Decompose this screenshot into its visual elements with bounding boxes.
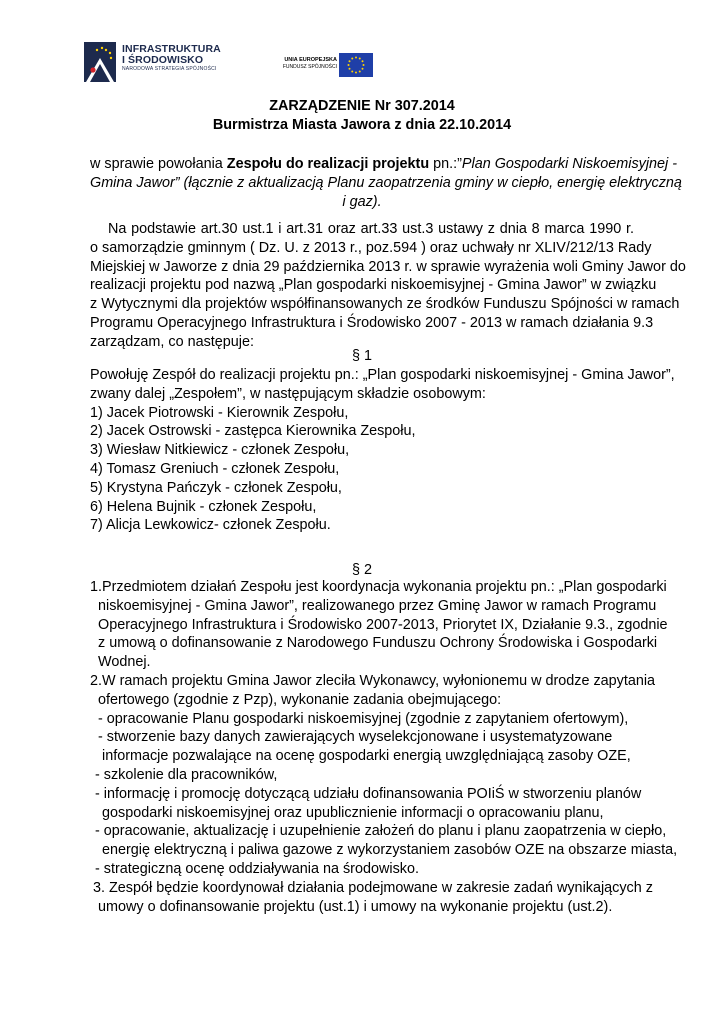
section1-intro-line: Powołuję Zespół do realizacji projektu pn.: „Plan gospodarki niskoemisyjnej - Gmina Jawor”, [90,367,675,383]
eu-star-icon [362,60,364,62]
eu-star-icon [359,58,361,60]
document-title: ZARZĄDZENIE Nr 307.2014 [269,98,455,114]
section1-intro-line: zwany dalej „Zespołem”, w następującym składzie osobowym: [90,385,486,402]
eu-logo-text [267,57,337,70]
section1-heading: § 1 [351,348,372,364]
point3-line: 3. Zespół będzie koordynował działania podejmowane w zakresie zadań wynikających z [93,879,653,896]
point2-line: energię elektryczną i paliwa gazowe z wykorzystaniem zasobów OZE na obszarze miasta, [102,842,678,859]
point2-line: informacje pozwalające na ocenę gospodarki energią uwzględniającą zasoby OZE, [102,748,631,765]
subject-line: Gmina Jawor” (łącznie z aktualizacją Planu zaopatrzenia gminy w ciepło, energię elektryczną [90,175,682,191]
point2-bullet: - informację i promocję dotyczącą udziału dofinansowania POIiŚ w stworzeniu planów [95,785,642,802]
point2-bullet: - opracowanie, aktualizację i uzupełnienie założeń do planu i planu zaopatrzenia w ciepło, [95,823,667,840]
eu-logo-line2: FUNDUSZ SPÓJNOŚCI [282,64,337,70]
section1-body [90,366,675,535]
eu-star-icon [355,72,357,74]
point2-bullet: - szkolenie dla pracowników, [95,766,278,783]
section2-body [90,578,678,916]
point2-line: gospodarki niskoemisyjnej oraz upublicznienie informacji o opracowaniu planu, [102,804,604,821]
preamble-line: Programu Operacyjnego Infrastruktura i Środowisko 2007 - 2013 w ramach działania 9.3 [90,314,654,331]
member-list-item: 5) Krystyna Pańczyk - członek Zespołu, [90,479,342,496]
member-list-item: 1) Jacek Piotrowski - Kierownik Zespołu, [90,404,349,421]
eu-star-icon [349,68,351,70]
section2-heading: § 2 [351,562,372,578]
preamble-line: realizacji projektu pod nazwą „Plan gospodarki niskoemisyjnej - Gmina Jawor” w związku [90,277,657,294]
member-list-item: 2) Jacek Ostrowski - zastępca Kierownika Zespołu, [90,423,416,440]
eu-star-icon [359,71,361,73]
preamble-line: Na podstawie art.30 ust.1 i art.31 oraz art.33 ust.3 ustawy z dnia 8 marca 1990 r. [108,221,634,237]
eu-star-icon [351,58,353,60]
subject-line: i gaz). [342,194,382,210]
point2-bullet: - stworzenie bazy danych zawierających wyselekcjonowane i usystematyzowane [98,729,613,746]
header-logos [84,42,374,86]
fe-logo-line2: I ŚRODOWISKO [122,54,204,66]
subject-line: w sprawie powołania Zespołu do realizacji projektu pn.:”Plan Gospodarki Niskoemisyjnej - [90,156,678,172]
eu-star-icon [351,71,353,73]
eu-star-icon [362,68,364,70]
point2-line: 2.W ramach projektu Gmina Jawor zleciła Wykonawcy, wyłonionemu w drodze zapytania [90,672,656,689]
eu-star-icon [349,60,351,62]
eu-star-icon [363,64,365,66]
preamble-line: z Wytycznymi dla projektów współfinansowanych ze środków Funduszu Spójności w ramach [90,296,680,313]
preamble-line: Miejskiej w Jaworze z dnia 29 października 2013 r. w sprawie wyrażenia woli Gminy Jawor do [90,258,686,275]
point2-line: ofertowego (zgodnie z Pzp), wykonanie zadania obejmującego: [98,691,502,708]
point2-bullet: - opracowanie Planu gospodarki niskoemisyjnej (zgodnie z zapytaniem ofertowym), [98,710,629,727]
eu-flag-icon [339,53,373,77]
point1-line: Operacyjnego Infrastruktura i Środowisko 2007-2013, Priorytet IX, Działanie 9.3., zgodnie [98,616,668,633]
preamble-line: zarządzam, co następuje: [90,333,254,350]
member-list-item: 6) Helena Bujnik - członek Zespołu, [90,498,317,515]
eu-logo-line1: UNIA EUROPEJSKA [284,57,337,63]
fe-logo-line3: NARODOWA STRATEGIA SPÓJNOŚCI [122,66,217,72]
preamble-line: o samorządzie gminnym ( Dz. U. z 2013 r., poz.594 ) oraz uchwały nr XLIV/212/13 Rady [90,239,652,256]
member-list-item: 7) Alicja Lewkowicz- członek Zespołu. [90,517,331,534]
subject-bold: Zespołu do realizacji projektu [226,156,430,172]
point1-line: 1.Przedmiotem działań Zespołu jest koordynacja wykonania projektu pn.: „Plan gospodarki [90,579,667,595]
subject [90,155,682,212]
fe-logo-line1: INFRASTRUKTURA [122,43,221,55]
document-subtitle: Burmistrza Miasta Jawora z dnia 22.10.2014 [212,117,512,133]
eu-star-icon [355,57,357,59]
member-list-item: 3) Wiesław Nitkiewicz - członek Zespołu, [90,442,350,459]
preamble [90,220,686,352]
point1-line: z umową o dofinansowanie z Narodowego Funduszu Ochrony Środowiska i Gospodarki [98,635,658,652]
point3-line: umowy o dofinansowanie projektu (ust.1) i umowy na wykonanie projektu (ust.2). [98,898,613,915]
point1-line: niskoemisyjnej - Gmina Jawor”, realizowanego przez Gminę Jawor w ramach Programu [98,597,657,614]
subject-italic: Plan Gospodarki Niskoemisyjnej - [461,156,678,172]
point2-bullet: - strategiczną ocenę oddziaływania na środowisko. [95,860,419,877]
european-funds-logo-text [122,44,272,73]
point1-line: Wodnej. [98,654,151,671]
member-list-item: 4) Tomasz Greniuch - członek Zespołu, [90,460,340,477]
eu-star-icon [348,64,350,66]
european-funds-logo-icon [84,42,116,82]
